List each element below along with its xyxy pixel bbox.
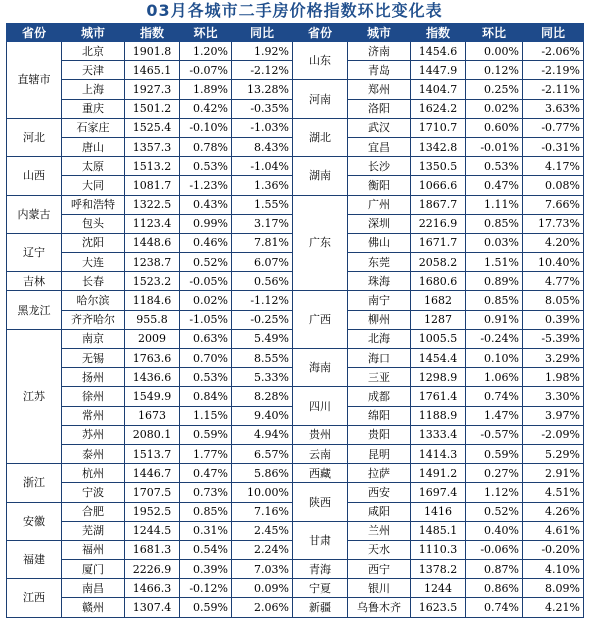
province-cell: 辽宁 [7,233,62,271]
yoy-change-cell: -2.12% [232,61,293,80]
yoy-change-cell: -5.39% [523,329,584,348]
yoy-change-cell: -0.31% [523,137,584,156]
table-row [7,291,584,310]
yoy-change-cell: 13.28% [232,80,293,99]
city-cell: 洛阳 [348,99,411,118]
index-cell: 1952.5 [125,502,180,521]
mom-change-cell: 0.12% [466,61,523,80]
city-cell: 珠海 [348,272,411,291]
mom-change-cell: 0.54% [180,540,232,559]
yoy-change-cell: 6.57% [232,444,293,463]
mom-change-cell: 1.51% [466,253,523,272]
yoy-change-cell: 10.40% [523,253,584,272]
yoy-change-cell: 7.81% [232,233,293,252]
header-cell: 环比 [466,24,523,42]
mom-change-cell: -0.05% [180,272,232,291]
yoy-change-cell: 5.86% [232,464,293,483]
table-row [7,42,584,61]
table-row [7,579,584,598]
city-cell: 赣州 [62,598,125,617]
index-cell: 1763.6 [125,349,180,368]
mom-change-cell: 0.43% [180,195,232,214]
yoy-change-cell: 4.61% [523,521,584,540]
index-cell: 1513.2 [125,157,180,176]
province-cell: 安徽 [7,502,62,540]
mom-change-cell: 0.63% [180,329,232,348]
header-row [7,24,584,42]
city-cell: 石家庄 [62,118,125,137]
city-cell: 呼和浩特 [62,195,125,214]
city-cell: 厦门 [62,560,125,579]
mom-change-cell: 0.59% [180,425,232,444]
table-row [7,387,584,406]
index-cell: 2226.9 [125,560,180,579]
index-cell: 1501.2 [125,99,180,118]
index-cell: 1188.9 [411,406,466,425]
yoy-change-cell: 0.08% [523,176,584,195]
province-cell: 江西 [7,579,62,617]
yoy-change-cell: 3.30% [523,387,584,406]
mom-change-cell: -0.24% [466,329,523,348]
yoy-change-cell: -2.19% [523,61,584,80]
yoy-change-cell: 3.29% [523,349,584,368]
city-cell: 郑州 [348,80,411,99]
index-cell: 1333.4 [411,425,466,444]
yoy-change-cell: -2.09% [523,425,584,444]
index-cell: 1901.8 [125,42,180,61]
province-cell: 四川 [293,387,348,425]
yoy-change-cell: 1.98% [523,368,584,387]
mom-change-cell: 1.47% [466,406,523,425]
city-cell: 齐齐哈尔 [62,310,125,329]
mom-change-cell: 0.47% [466,176,523,195]
yoy-change-cell: 2.45% [232,521,293,540]
yoy-change-cell: 9.40% [232,406,293,425]
index-cell: 1697.4 [411,483,466,502]
mom-change-cell: 0.74% [466,598,523,617]
yoy-change-cell: -2.06% [523,42,584,61]
index-cell: 1466.3 [125,579,180,598]
province-cell: 陕西 [293,483,348,521]
city-cell: 拉萨 [348,464,411,483]
mom-change-cell: 0.31% [180,521,232,540]
city-cell: 徐州 [62,387,125,406]
index-cell: 1549.9 [125,387,180,406]
city-cell: 青岛 [348,61,411,80]
table-row [7,349,584,368]
city-cell: 济南 [348,42,411,61]
yoy-change-cell: 7.66% [523,195,584,214]
index-cell: 1623.5 [411,598,466,617]
city-cell: 大连 [62,253,125,272]
city-cell: 泰州 [62,444,125,463]
yoy-change-cell: -1.03% [232,118,293,137]
city-cell: 南宁 [348,291,411,310]
city-cell: 宜昌 [348,137,411,156]
city-cell: 扬州 [62,368,125,387]
mom-change-cell: -0.01% [466,137,523,156]
table-row [7,598,584,617]
index-cell: 1671.7 [411,233,466,252]
table-row [7,464,584,483]
index-cell: 1448.6 [125,233,180,252]
mom-change-cell: -0.57% [466,425,523,444]
index-cell: 1682 [411,291,466,310]
index-cell: 1761.4 [411,387,466,406]
header-cell: 城市 [62,24,125,42]
city-cell: 咸阳 [348,502,411,521]
index-cell: 1342.8 [411,137,466,156]
header-cell: 指数 [411,24,466,42]
province-cell: 浙江 [7,464,62,502]
header-cell: 环比 [180,24,232,42]
mom-change-cell: -0.10% [180,118,232,137]
mom-change-cell: 0.89% [466,272,523,291]
province-cell: 广东 [293,195,348,291]
index-cell: 1624.2 [411,99,466,118]
city-cell: 东莞 [348,253,411,272]
yoy-change-cell: 4.10% [523,560,584,579]
city-cell: 沈阳 [62,233,125,252]
mom-change-cell: 0.85% [180,502,232,521]
index-cell: 1710.7 [411,118,466,137]
yoy-change-cell: -1.04% [232,157,293,176]
mom-change-cell: 0.73% [180,483,232,502]
yoy-change-cell: 0.09% [232,579,293,598]
table-row [7,157,584,176]
city-cell: 绵阳 [348,406,411,425]
province-cell: 山西 [7,157,62,195]
index-cell: 1927.3 [125,80,180,99]
city-cell: 重庆 [62,99,125,118]
mom-change-cell: 1.15% [180,406,232,425]
yoy-change-cell: 8.09% [523,579,584,598]
index-cell: 1436.6 [125,368,180,387]
mom-change-cell: -0.07% [180,61,232,80]
city-cell: 哈尔滨 [62,291,125,310]
yoy-change-cell: -2.11% [523,80,584,99]
mom-change-cell: 0.85% [466,291,523,310]
index-cell: 1298.9 [411,368,466,387]
index-cell: 955.8 [125,310,180,329]
yoy-change-cell: -0.20% [523,540,584,559]
index-cell: 1673 [125,406,180,425]
table-row [7,444,584,463]
mom-change-cell: 0.59% [180,598,232,617]
index-cell: 1416 [411,502,466,521]
yoy-change-cell: 3.17% [232,214,293,233]
city-cell: 福州 [62,540,125,559]
province-cell: 吉林 [7,272,62,291]
mom-change-cell: 0.87% [466,560,523,579]
mom-change-cell: -1.23% [180,176,232,195]
yoy-change-cell: 4.77% [523,272,584,291]
index-cell: 1350.5 [411,157,466,176]
index-cell: 1322.5 [125,195,180,214]
city-cell: 贵阳 [348,425,411,444]
city-cell: 南昌 [62,579,125,598]
header-cell: 同比 [232,24,293,42]
province-cell: 云南 [293,444,348,463]
index-cell: 1680.6 [411,272,466,291]
city-cell: 天水 [348,540,411,559]
province-cell: 湖北 [293,118,348,156]
index-cell: 1681.3 [125,540,180,559]
province-cell: 宁夏 [293,579,348,598]
index-cell: 1110.3 [411,540,466,559]
index-cell: 1005.5 [411,329,466,348]
yoy-change-cell: 2.24% [232,540,293,559]
mom-change-cell: 1.12% [466,483,523,502]
city-cell: 北京 [62,42,125,61]
index-cell: 1485.1 [411,521,466,540]
mom-change-cell: 0.25% [466,80,523,99]
mom-change-cell: -0.12% [180,579,232,598]
city-cell: 衡阳 [348,176,411,195]
yoy-change-cell: 1.55% [232,195,293,214]
mom-change-cell: 0.10% [466,349,523,368]
city-cell: 无锡 [62,349,125,368]
mom-change-cell: 0.99% [180,214,232,233]
header-cell: 省份 [7,24,62,42]
city-cell: 大同 [62,176,125,195]
index-cell: 1404.7 [411,80,466,99]
mom-change-cell: 0.78% [180,137,232,156]
index-cell: 1287 [411,310,466,329]
table-title: 03月各城市二手房价格指数环比变化表 [146,1,443,20]
city-cell: 三亚 [348,368,411,387]
city-cell: 杭州 [62,464,125,483]
city-cell: 柳州 [348,310,411,329]
province-cell: 内蒙古 [7,195,62,233]
city-cell: 苏州 [62,425,125,444]
province-cell: 山东 [293,42,348,80]
header-cell: 指数 [125,24,180,42]
index-cell: 1523.2 [125,272,180,291]
index-cell: 2080.1 [125,425,180,444]
yoy-change-cell: 17.73% [523,214,584,233]
city-cell: 常州 [62,406,125,425]
province-cell: 河北 [7,118,62,156]
mom-change-cell: 0.02% [466,99,523,118]
yoy-change-cell: -0.77% [523,118,584,137]
mom-change-cell: 0.42% [180,99,232,118]
index-cell: 1357.3 [125,137,180,156]
mom-change-cell: 0.74% [466,387,523,406]
city-cell: 乌鲁木齐 [348,598,411,617]
city-cell: 昆明 [348,444,411,463]
mom-change-cell: -1.05% [180,310,232,329]
mom-change-cell: 1.89% [180,80,232,99]
index-cell: 1525.4 [125,118,180,137]
yoy-change-cell: -1.12% [232,291,293,310]
table-row [7,118,584,137]
province-cell: 广西 [293,291,348,349]
index-cell: 1867.7 [411,195,466,214]
mom-change-cell: 0.03% [466,233,523,252]
header-cell: 城市 [348,24,411,42]
yoy-change-cell: 1.92% [232,42,293,61]
city-cell: 西宁 [348,560,411,579]
province-cell: 河南 [293,80,348,118]
yoy-change-cell: 4.26% [523,502,584,521]
mom-change-cell: 0.46% [180,233,232,252]
province-cell: 甘肃 [293,521,348,559]
city-cell: 合肥 [62,502,125,521]
province-cell: 福建 [7,540,62,578]
mom-change-cell: 0.00% [466,42,523,61]
yoy-change-cell: 2.91% [523,464,584,483]
index-cell: 1244 [411,579,466,598]
yoy-change-cell: 0.56% [232,272,293,291]
yoy-change-cell: 7.03% [232,560,293,579]
index-cell: 1447.9 [411,61,466,80]
index-cell: 1066.6 [411,176,466,195]
yoy-change-cell: 8.55% [232,349,293,368]
city-cell: 武汉 [348,118,411,137]
table-row [7,560,584,579]
mom-change-cell: 0.02% [180,291,232,310]
city-cell: 南京 [62,329,125,348]
mom-change-cell: 0.27% [466,464,523,483]
yoy-change-cell: 1.36% [232,176,293,195]
table-row [7,80,584,99]
city-cell: 佛山 [348,233,411,252]
index-cell: 1244.5 [125,521,180,540]
mom-change-cell: 0.52% [180,253,232,272]
province-cell: 湖南 [293,157,348,195]
city-cell: 兰州 [348,521,411,540]
yoy-change-cell: 4.94% [232,425,293,444]
city-cell: 长春 [62,272,125,291]
index-cell: 1454.6 [411,42,466,61]
index-cell: 1378.2 [411,560,466,579]
table-row [7,195,584,214]
yoy-change-cell: -0.25% [232,310,293,329]
mom-change-cell: 0.70% [180,349,232,368]
city-cell: 上海 [62,80,125,99]
yoy-change-cell: 8.05% [523,291,584,310]
city-cell: 宁波 [62,483,125,502]
city-cell: 广州 [348,195,411,214]
table-row [7,483,584,502]
index-cell: 1465.1 [125,61,180,80]
index-cell: 1123.4 [125,214,180,233]
city-cell: 长沙 [348,157,411,176]
city-cell: 银川 [348,579,411,598]
index-cell: 1707.5 [125,483,180,502]
city-cell: 包头 [62,214,125,233]
index-cell: 1491.2 [411,464,466,483]
table-row [7,521,584,540]
index-cell: 1081.7 [125,176,180,195]
mom-change-cell: 0.85% [466,214,523,233]
yoy-change-cell: -0.35% [232,99,293,118]
index-cell: 1446.7 [125,464,180,483]
mom-change-cell: 0.52% [466,502,523,521]
city-cell: 太原 [62,157,125,176]
index-cell: 1414.3 [411,444,466,463]
yoy-change-cell: 7.16% [232,502,293,521]
mom-change-cell: 0.91% [466,310,523,329]
mom-change-cell: 0.59% [466,444,523,463]
yoy-change-cell: 3.97% [523,406,584,425]
index-cell: 1307.4 [125,598,180,617]
mom-change-cell: 1.77% [180,444,232,463]
yoy-change-cell: 2.06% [232,598,293,617]
yoy-change-cell: 6.07% [232,253,293,272]
city-cell: 海口 [348,349,411,368]
province-cell: 西藏 [293,464,348,483]
city-cell: 成都 [348,387,411,406]
yoy-change-cell: 8.28% [232,387,293,406]
mom-change-cell: 0.53% [180,368,232,387]
province-cell: 新疆 [293,598,348,617]
index-cell: 1513.7 [125,444,180,463]
mom-change-cell: 0.60% [466,118,523,137]
index-cell: 2058.2 [411,253,466,272]
city-cell: 西安 [348,483,411,502]
yoy-change-cell: 0.39% [523,310,584,329]
yoy-change-cell: 4.17% [523,157,584,176]
mom-change-cell: -0.06% [466,540,523,559]
mom-change-cell: 0.47% [180,464,232,483]
yoy-change-cell: 5.29% [523,444,584,463]
yoy-change-cell: 4.21% [523,598,584,617]
yoy-change-cell: 4.20% [523,233,584,252]
mom-change-cell: 1.11% [466,195,523,214]
city-cell: 芜湖 [62,521,125,540]
header-cell: 省份 [293,24,348,42]
index-cell: 1184.6 [125,291,180,310]
index-cell: 2009 [125,329,180,348]
yoy-change-cell: 5.33% [232,368,293,387]
city-cell: 北海 [348,329,411,348]
index-cell: 2216.9 [411,214,466,233]
city-cell: 唐山 [62,137,125,156]
index-cell: 1454.4 [411,349,466,368]
province-cell: 青海 [293,560,348,579]
table-row [7,425,584,444]
mom-change-cell: 1.06% [466,368,523,387]
province-cell: 江苏 [7,329,62,463]
mom-change-cell: 1.20% [180,42,232,61]
yoy-change-cell: 3.63% [523,99,584,118]
city-cell: 深圳 [348,214,411,233]
province-cell: 贵州 [293,425,348,444]
mom-change-cell: 0.40% [466,521,523,540]
price-index-table [6,23,584,618]
yoy-change-cell: 5.49% [232,329,293,348]
header-cell: 同比 [523,24,584,42]
yoy-change-cell: 4.51% [523,483,584,502]
mom-change-cell: 0.86% [466,579,523,598]
yoy-change-cell: 10.00% [232,483,293,502]
mom-change-cell: 0.53% [180,157,232,176]
province-cell: 海南 [293,349,348,387]
mom-change-cell: 0.84% [180,387,232,406]
index-cell: 1238.7 [125,253,180,272]
city-cell: 天津 [62,61,125,80]
province-cell: 黑龙江 [7,291,62,329]
yoy-change-cell: 8.43% [232,137,293,156]
mom-change-cell: 0.53% [466,157,523,176]
province-cell: 直辖市 [7,42,62,119]
mom-change-cell: 0.39% [180,560,232,579]
